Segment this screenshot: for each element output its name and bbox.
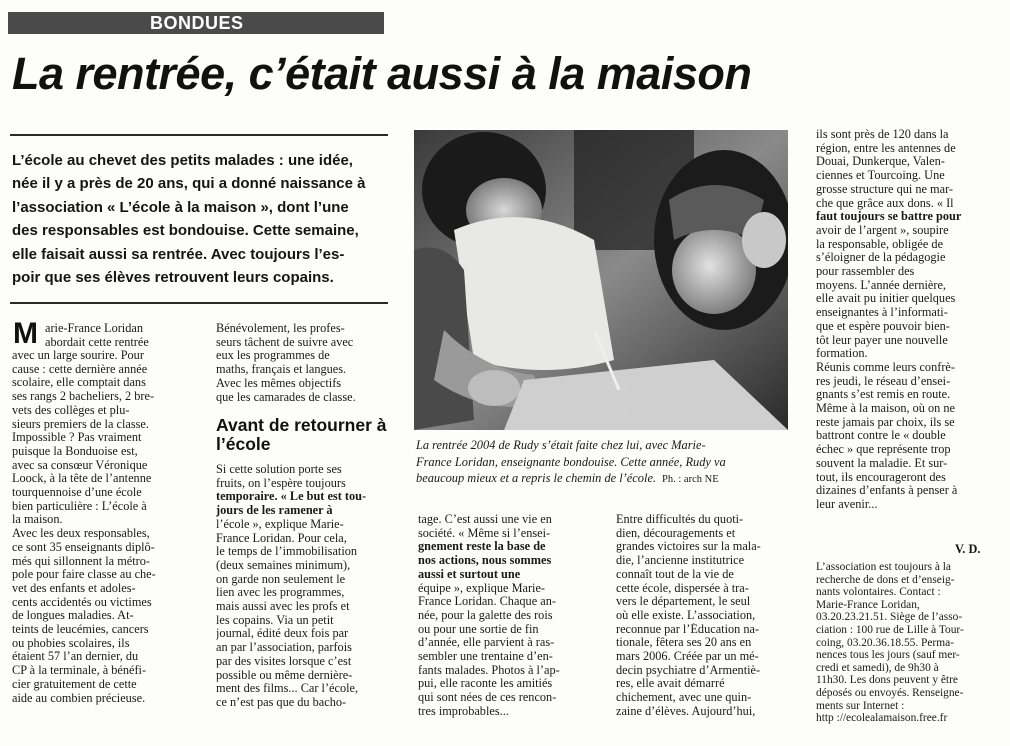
text-line: dien, découragements et bbox=[616, 526, 736, 540]
text-line: tôt leur payer une nouvelle bbox=[816, 333, 948, 347]
text-line: Impossible ? Pas vraiment bbox=[12, 431, 142, 445]
text-line: que et espère pouvoir bien- bbox=[816, 319, 950, 333]
text-line: die, l’ancienne institutrice bbox=[616, 554, 745, 568]
text-line: par des visites lorsque c’est bbox=[216, 654, 352, 668]
text-line: reste jamais par choix, ils se bbox=[816, 415, 955, 429]
text-line: ce sont 35 enseignants diplô- bbox=[12, 540, 155, 554]
text-line: née, pour la galette des rois bbox=[418, 608, 553, 622]
text-line: fruits, on l’espère toujours bbox=[216, 476, 346, 490]
text-line: tres improbables... bbox=[418, 704, 509, 718]
text-line: la responsable, obligée de bbox=[816, 237, 944, 251]
text-line: que les camarades de classe. bbox=[216, 390, 356, 404]
column-1 bbox=[12, 349, 190, 705]
lead-line: poir que ses élèves retrouvent leurs copains. bbox=[12, 269, 334, 287]
text-line: pui, elle raconte les amitiés bbox=[418, 677, 553, 691]
text-line: nos actions, nous sommes bbox=[418, 554, 552, 568]
text-line: France Loridan. Chaque an- bbox=[418, 595, 556, 609]
text-line: ce n’est pas que du bacho- bbox=[216, 695, 347, 709]
lead-line: née il y a près de 20 ans, qui a donné naissance à bbox=[12, 175, 366, 193]
text-line: arie-France Loridan bbox=[45, 322, 143, 335]
text-line: vets des collèges et plu- bbox=[12, 403, 130, 417]
text-line: cette école, dispersée à tra- bbox=[616, 581, 749, 595]
column-4 bbox=[616, 513, 792, 719]
text-line: CP à la terminale, à bénéfi- bbox=[12, 664, 147, 678]
text-line: Marie-France Loridan, bbox=[816, 598, 920, 611]
caption-line bbox=[416, 470, 796, 489]
text-line: reconnue par l’Éducation na- bbox=[616, 622, 760, 636]
text-line: étaient 57 l’an dernier, du bbox=[12, 650, 139, 664]
text-line: Réunis comme leurs confrè- bbox=[816, 360, 955, 374]
text-line: de longues maladies. At- bbox=[12, 609, 134, 623]
caption-text: beaucoup mieux et a repris le chemin de l’école. bbox=[416, 471, 657, 485]
text-line: scolaire, elle comptait dans bbox=[12, 376, 146, 390]
text-line: avec sa consœur Véronique bbox=[12, 458, 148, 472]
text-line: moyens. L’année dernière, bbox=[816, 278, 946, 292]
text-line: an par l’association, parfois bbox=[216, 641, 352, 655]
photo-caption bbox=[416, 437, 796, 489]
text-line: pour rassembler des bbox=[816, 265, 915, 279]
author-signature: V. D. bbox=[955, 542, 981, 556]
text-line: abordait cette rentrée bbox=[45, 335, 149, 349]
text-line: ciennes et Tourcoing. Une bbox=[816, 169, 945, 183]
column-1-head bbox=[45, 322, 190, 349]
text-line: sembler une trentaine d’en- bbox=[418, 650, 553, 664]
text-line: cause : cette dernière année bbox=[12, 362, 148, 376]
text-line: où elle existe. L’association, bbox=[616, 608, 756, 622]
text-line: on garde non seulement le bbox=[216, 572, 346, 586]
text-line: coing, 03.20.36.18.55. Perma- bbox=[816, 636, 954, 649]
info-box bbox=[816, 561, 996, 725]
text-line: France Loridan. Pour cela, bbox=[216, 531, 347, 545]
text-line: credi et samedi), de 9h30 à bbox=[816, 661, 939, 674]
text-line: l’école », explique Marie- bbox=[216, 517, 344, 531]
text-line: Avec les mêmes objectifs bbox=[216, 376, 342, 390]
text-line: Si cette solution porte ses bbox=[216, 463, 342, 476]
text-line: grandes victoires sur la mala- bbox=[616, 540, 761, 554]
text-line: leur avenir... bbox=[816, 497, 878, 511]
article-photo bbox=[414, 130, 788, 430]
text-line: d’année, elle parvient à ras- bbox=[418, 636, 555, 650]
drop-cap: M bbox=[13, 317, 38, 350]
text-line: échec » que représente trop bbox=[816, 443, 951, 457]
text-line: tionale, fêtera ses 20 ans en bbox=[616, 636, 752, 650]
text-line: journal, édité deux fois par bbox=[216, 627, 349, 641]
text-line: sieurs premiers de la classe. bbox=[12, 417, 149, 431]
rule-top bbox=[10, 134, 388, 136]
subheading: Avant de retourner à l’école bbox=[216, 415, 387, 454]
text-line: Loock, à la tête de l’antenne bbox=[12, 472, 152, 486]
text-line: Avec les deux responsables, bbox=[12, 527, 150, 541]
text-line: chichement, avec une quin- bbox=[616, 691, 752, 705]
text-line: bien particulière : L’école à bbox=[12, 499, 147, 513]
text-line: grosse structure qui ne mar- bbox=[816, 182, 954, 196]
text-line: ils sont près de 120 dans la bbox=[816, 128, 949, 141]
article-lead bbox=[12, 149, 390, 289]
column-2-top bbox=[216, 322, 396, 404]
text-line: (deux semaines minimum), bbox=[216, 558, 351, 572]
text-line: seurs tâchent de suivre avec bbox=[216, 335, 354, 349]
text-line: aussi et surtout une bbox=[418, 567, 521, 581]
text-line: tage. C’est aussi une vie en bbox=[418, 513, 552, 526]
rule-bottom bbox=[10, 302, 388, 304]
lead-line: elle faisait aussi sa rentrée. Avec toujours l’es- bbox=[12, 245, 345, 263]
text-line: Douai, Dunkerque, Valen- bbox=[816, 155, 945, 169]
text-line: qui sont nées de ces rencon- bbox=[418, 691, 557, 705]
text-line: eux les programmes de bbox=[216, 349, 330, 363]
text-line: ciation : 100 rue de Lille à Tour- bbox=[816, 623, 964, 636]
text-line: ses rangs 2 bacheliers, 2 bre- bbox=[12, 390, 155, 404]
text-line: souvent la maladie. Et sur- bbox=[816, 456, 948, 470]
text-line: res jeudi, le réseau d’ensei- bbox=[816, 374, 951, 388]
text-line: 03.20.23.21.51. Siège de l’asso- bbox=[816, 611, 963, 624]
text-line: puisque la Bonduoise est, bbox=[12, 444, 138, 458]
text-line: gnants s’est remis en route. bbox=[816, 388, 951, 402]
text-line: aide au combien précieuse. bbox=[12, 691, 146, 705]
text-line: mais aussi avec les profs et bbox=[216, 600, 350, 614]
caption-line: La rentrée 2004 de Rudy s’était faite chez lui, avec Marie- bbox=[416, 438, 706, 452]
text-line: équipe », explique Marie- bbox=[418, 581, 546, 595]
text-line: s’éloigner de la pédagogie bbox=[816, 251, 946, 265]
text-line: maths, français et langues. bbox=[216, 363, 347, 377]
text-line: avec un large sourire. Pour bbox=[12, 349, 144, 362]
text-line: jours de les ramener à bbox=[216, 504, 333, 518]
lead-line: des responsables est bondouise. Cette semaine, bbox=[12, 222, 359, 240]
text-line: recherche de dons et d’enseig- bbox=[816, 573, 955, 586]
text-line: gnement reste la base de bbox=[418, 540, 546, 554]
text-line: le temps de l’immobilisation bbox=[216, 545, 358, 559]
section-kicker: BONDUES bbox=[150, 13, 244, 33]
text-line: pole pour faire classe au che- bbox=[12, 568, 156, 582]
photo-illustration bbox=[414, 130, 788, 430]
lead-line: L’école au chevet des petits malades : une idée, bbox=[12, 152, 353, 169]
text-line: faut toujours se battre pour bbox=[816, 210, 962, 224]
text-line: ou pour une sortie de fin bbox=[418, 622, 539, 636]
text-line: cents accidentés ou victimes bbox=[12, 595, 152, 609]
text-line: Entre difficultés du quoti- bbox=[616, 513, 744, 526]
text-line: enseignantes à l’informati- bbox=[816, 306, 948, 320]
text-line: Même à la maison, où on ne bbox=[816, 402, 955, 416]
text-line: vet des enfants et adoles- bbox=[12, 581, 136, 595]
text-line: cier gratuitement de cette bbox=[12, 677, 137, 691]
text-line: avoir de l’argent », soupire bbox=[816, 223, 949, 237]
text-line: teints de leucémies, cancers bbox=[12, 623, 149, 637]
text-line: temporaire. « Le but est tou- bbox=[216, 490, 367, 504]
text-line: formation. bbox=[816, 347, 868, 361]
text-line: société. « Même si l’ensei- bbox=[418, 526, 551, 540]
text-line: che que grâce aux dons. « Il bbox=[816, 196, 954, 210]
lead-line: l’association « L’école à la maison », dont l’une bbox=[12, 198, 349, 216]
text-line: nences tous les jours (sauf mer- bbox=[816, 649, 960, 662]
text-line: déposés ou envoyés. Renseigne- bbox=[816, 686, 964, 699]
text-line: tourquennoise d’une école bbox=[12, 486, 142, 500]
text-line: 11h30. Les dons peuvent y être bbox=[816, 674, 958, 687]
text-line: connaît tout de la vie de bbox=[616, 567, 734, 581]
text-line: ou phobies scolaires, ils bbox=[12, 636, 130, 650]
text-line: fants malades. Photos à l’ap- bbox=[418, 663, 560, 677]
text-line: ments sur Internet : bbox=[816, 699, 905, 712]
text-line: battront contre le « double bbox=[816, 429, 946, 443]
text-line: dizaines d’enfants à penser à bbox=[816, 484, 958, 498]
text-line: elle avait pu initier quelques bbox=[816, 292, 956, 306]
text-line: Bénévolement, les profes- bbox=[216, 322, 345, 335]
column-5 bbox=[816, 128, 996, 512]
text-line: ment des films... Car l’école, bbox=[216, 682, 359, 696]
text-line: tout, ils encourageront des bbox=[816, 470, 946, 484]
text-line: la maison. bbox=[12, 513, 63, 527]
text-line: les copains. Via un petit bbox=[216, 613, 334, 627]
website-link[interactable]: http ://ecolealamaison.free.fr bbox=[816, 712, 948, 725]
text-line: més qui sillonnent la métro- bbox=[12, 554, 150, 568]
text-line: région, entre les antennes de bbox=[816, 141, 956, 155]
caption-line: France Loridan, enseignante bondouise. Cette année, Rudy va bbox=[416, 454, 726, 469]
text-line: lien avec les programmes, bbox=[216, 586, 345, 600]
text-line: nants volontaires. Contact : bbox=[816, 586, 941, 599]
text-line: res, elle avait démarré bbox=[616, 677, 725, 691]
text-line: vers le département, le seul bbox=[616, 595, 751, 609]
text-line: mars 2006. Créée par un mé- bbox=[616, 650, 759, 664]
photo-credit: Ph. : arch NE bbox=[662, 474, 719, 485]
text-line: L’association est toujours à la bbox=[816, 561, 951, 573]
text-line: decin psychiatre d’Armentiè- bbox=[616, 663, 761, 677]
column-3 bbox=[418, 513, 596, 719]
article-headline: La rentrée, c’était aussi à la maison bbox=[12, 48, 752, 99]
text-line: possible ou même dernière- bbox=[216, 668, 353, 682]
column-2-bottom bbox=[216, 463, 396, 710]
text-line: zaine d’élèves. Aujourd’hui, bbox=[616, 704, 756, 718]
